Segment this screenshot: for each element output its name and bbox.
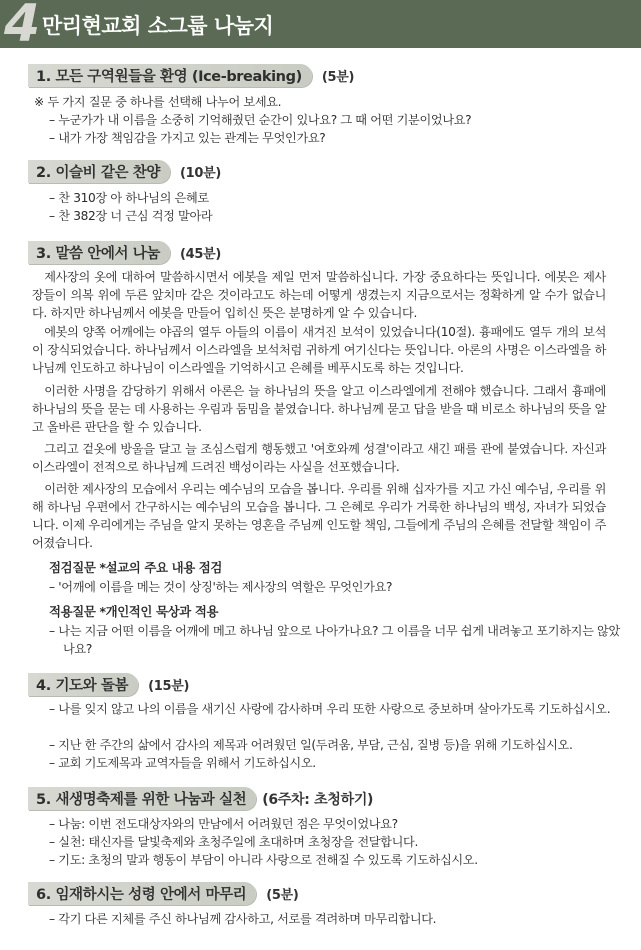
section-2-title: 2. 이슬비 같은 찬양	[28, 160, 170, 183]
section-4-heading	[28, 673, 189, 696]
apply-question-item: – 나는 지금 어떤 이름을 어깨에 메고 하나님 앞으로 나아가나요? 그 이름을 너무 쉽게 내려놓고 포기하지는 않았나요?	[49, 624, 620, 656]
section-2-item-2: – 찬 382장 너 근심 걱정 말아라	[49, 209, 213, 223]
section-2-heading	[28, 160, 221, 183]
section-5-item-2: – 실천: 태신자를 달빛축제와 초청주일에 초대하며 초청장을 전달합니다.	[49, 835, 418, 849]
section-2-duration: (10분)	[180, 166, 222, 181]
section-3-title: 3. 말씀 안에서 나눔	[28, 241, 170, 264]
sermon-paragraph-3: 이러한 사명을 감당하기 위해서 아론은 늘 하나님의 뜻을 알고 이스라엘에게 전해야 했습니다. 그래서 흉패에 하나님의 뜻을 묻는 데 사용하는 우림과 둠밈을 붙였습니다. 하나님께 묻고 답을 받을 때 비로소 하나님의 뜻을 알고 올바른 판단을 할 수 있습니다.	[32, 384, 606, 434]
section-4-item-3: – 교회 기도제목과 교역자들을 위해서 기도하십시오.	[49, 756, 316, 770]
sermon-paragraph-5: 이러한 제사장의 모습에서 우리는 예수님의 모습을 봅니다. 우리를 위해 십자가를 지고 가신 예수님, 우리를 위해 하나님 우편에서 간구하시는 예수님의 모습을 봅니다. 그 은혜로 우리가 거룩한 하나님의 백성, 자녀가 되었습니다. 이제 우리에게는 주님을 알지 못하는 영혼을 주님께 인도할 책임, 그들에게 주님의 은혜를 전달할 책임이 주어졌습니다.	[32, 482, 606, 550]
section-1-item-2: – 내가 가장 책임감을 가지고 있는 관계는 무엇인가요?	[49, 131, 326, 145]
section-6-title: 6. 임재하시는 성령 안에서 마무리	[28, 882, 256, 905]
apply-question-title: 적용질문 *개인적인 묵상과 적용	[49, 604, 219, 619]
section-1-duration: (5분)	[321, 70, 355, 85]
section-3-duration: (45분)	[180, 247, 222, 262]
section-6-item-1: – 각기 다른 지체를 주신 하나님께 감사하고, 서로를 격려하며 마무리합니다.	[49, 912, 437, 926]
check-question-item: – '어깨에 이름을 메는 것이 상징'하는 제사장의 역할은 무엇인가요?	[49, 580, 393, 594]
section-4-item-2: – 지난 한 주간의 삶에서 감사의 제목과 어려웠던 일(두려움, 부담, 근심, 질병 등)을 위해 기도하십시오.	[49, 738, 573, 752]
page-header	[0, 0, 641, 54]
section-6-duration: (5분)	[266, 888, 299, 903]
section-6-heading	[28, 882, 299, 905]
section-number: 4	[4, 0, 39, 54]
section-5-item-1: – 나눔: 이번 전도대상자와의 만남에서 어려웠던 점은 무엇이었나요?	[49, 817, 398, 831]
section-4-title: 4. 기도와 돌봄	[28, 673, 138, 696]
section-1-heading	[28, 64, 354, 87]
section-5-title: 5. 새생명축제를 위한 나눔과 실천	[28, 787, 256, 810]
section-5-duration: (6주차: 초청하기)	[262, 791, 374, 808]
sermon-paragraph-2: 에봇의 양쪽 어깨에는 야곱의 열두 아들의 이름이 새겨진 보석이 있었습니다(10절). 흉패에도 열두 개의 보석이 장식되었습니다. 하나님께서 이스라엘을 보석처럼 귀하게 여기신다는 뜻입니다. 아론의 사명은 이스라엘을 하나님께 인도하고 하나님이 이스라엘을 기억하시고 은혜를 베푸시도록 하는 것입니다.	[32, 325, 606, 375]
section-4-duration: (15분)	[148, 679, 190, 694]
section-1-item-1: – 누군가가 내 이름을 소중히 기억해줬던 순간이 있나요? 그 때 어떤 기분이었나요?	[49, 113, 472, 127]
section-3-heading	[28, 241, 221, 264]
check-question-title: 점검질문 *설교의 주요 내용 점검	[49, 560, 223, 575]
section-5-heading	[28, 787, 373, 810]
section-4-item-1: – 나를 잊지 않고 나의 이름을 새기신 사랑에 감사하며 우리 또한 사랑으로 중보하며 살아가도록 기도하십시오.	[49, 702, 611, 716]
section-2-item-1: – 찬 310장 아 하나님의 은혜로	[49, 191, 209, 205]
section-1-title: 1. 모든 구역원들을 환영 (Ice-breaking)	[28, 64, 312, 87]
section-5-item-3: – 기도: 초청의 말과 행동이 부담이 아니라 사랑으로 전해질 수 있도록 기도하십시오.	[49, 853, 478, 867]
section-1-note: ※ 두 가지 질문 중 하나를 선택해 나누어 보세요.	[34, 95, 282, 109]
page-title: 만리현교회 소그룹 나눔지	[42, 14, 274, 38]
sermon-paragraph-4: 그리고 겉옷에 방울을 달고 늘 조심스럽게 행동했고 '여호와께 성결'이라고 새긴 패를 관에 붙였습니다. 자신과 이스라엘이 전적으로 하나님께 드려진 백성이라는 사실을 선포했습니다.	[32, 442, 606, 474]
sermon-paragraph-1: 제사장의 옷에 대하여 말씀하시면서 에봇을 제일 먼저 말씀하십니다. 가장 중요하다는 뜻입니다. 에봇은 제사장들이 의복 위에 두른 앞치마 같은 것이라고도 하는데 어떻게 생겼는지 지금으로서는 정확하게 알 수가 없습니다. 하지만 하나님께서 에봇을 만들어 입히신 뜻은 분명하게 알 수 있습니다.	[32, 270, 606, 320]
